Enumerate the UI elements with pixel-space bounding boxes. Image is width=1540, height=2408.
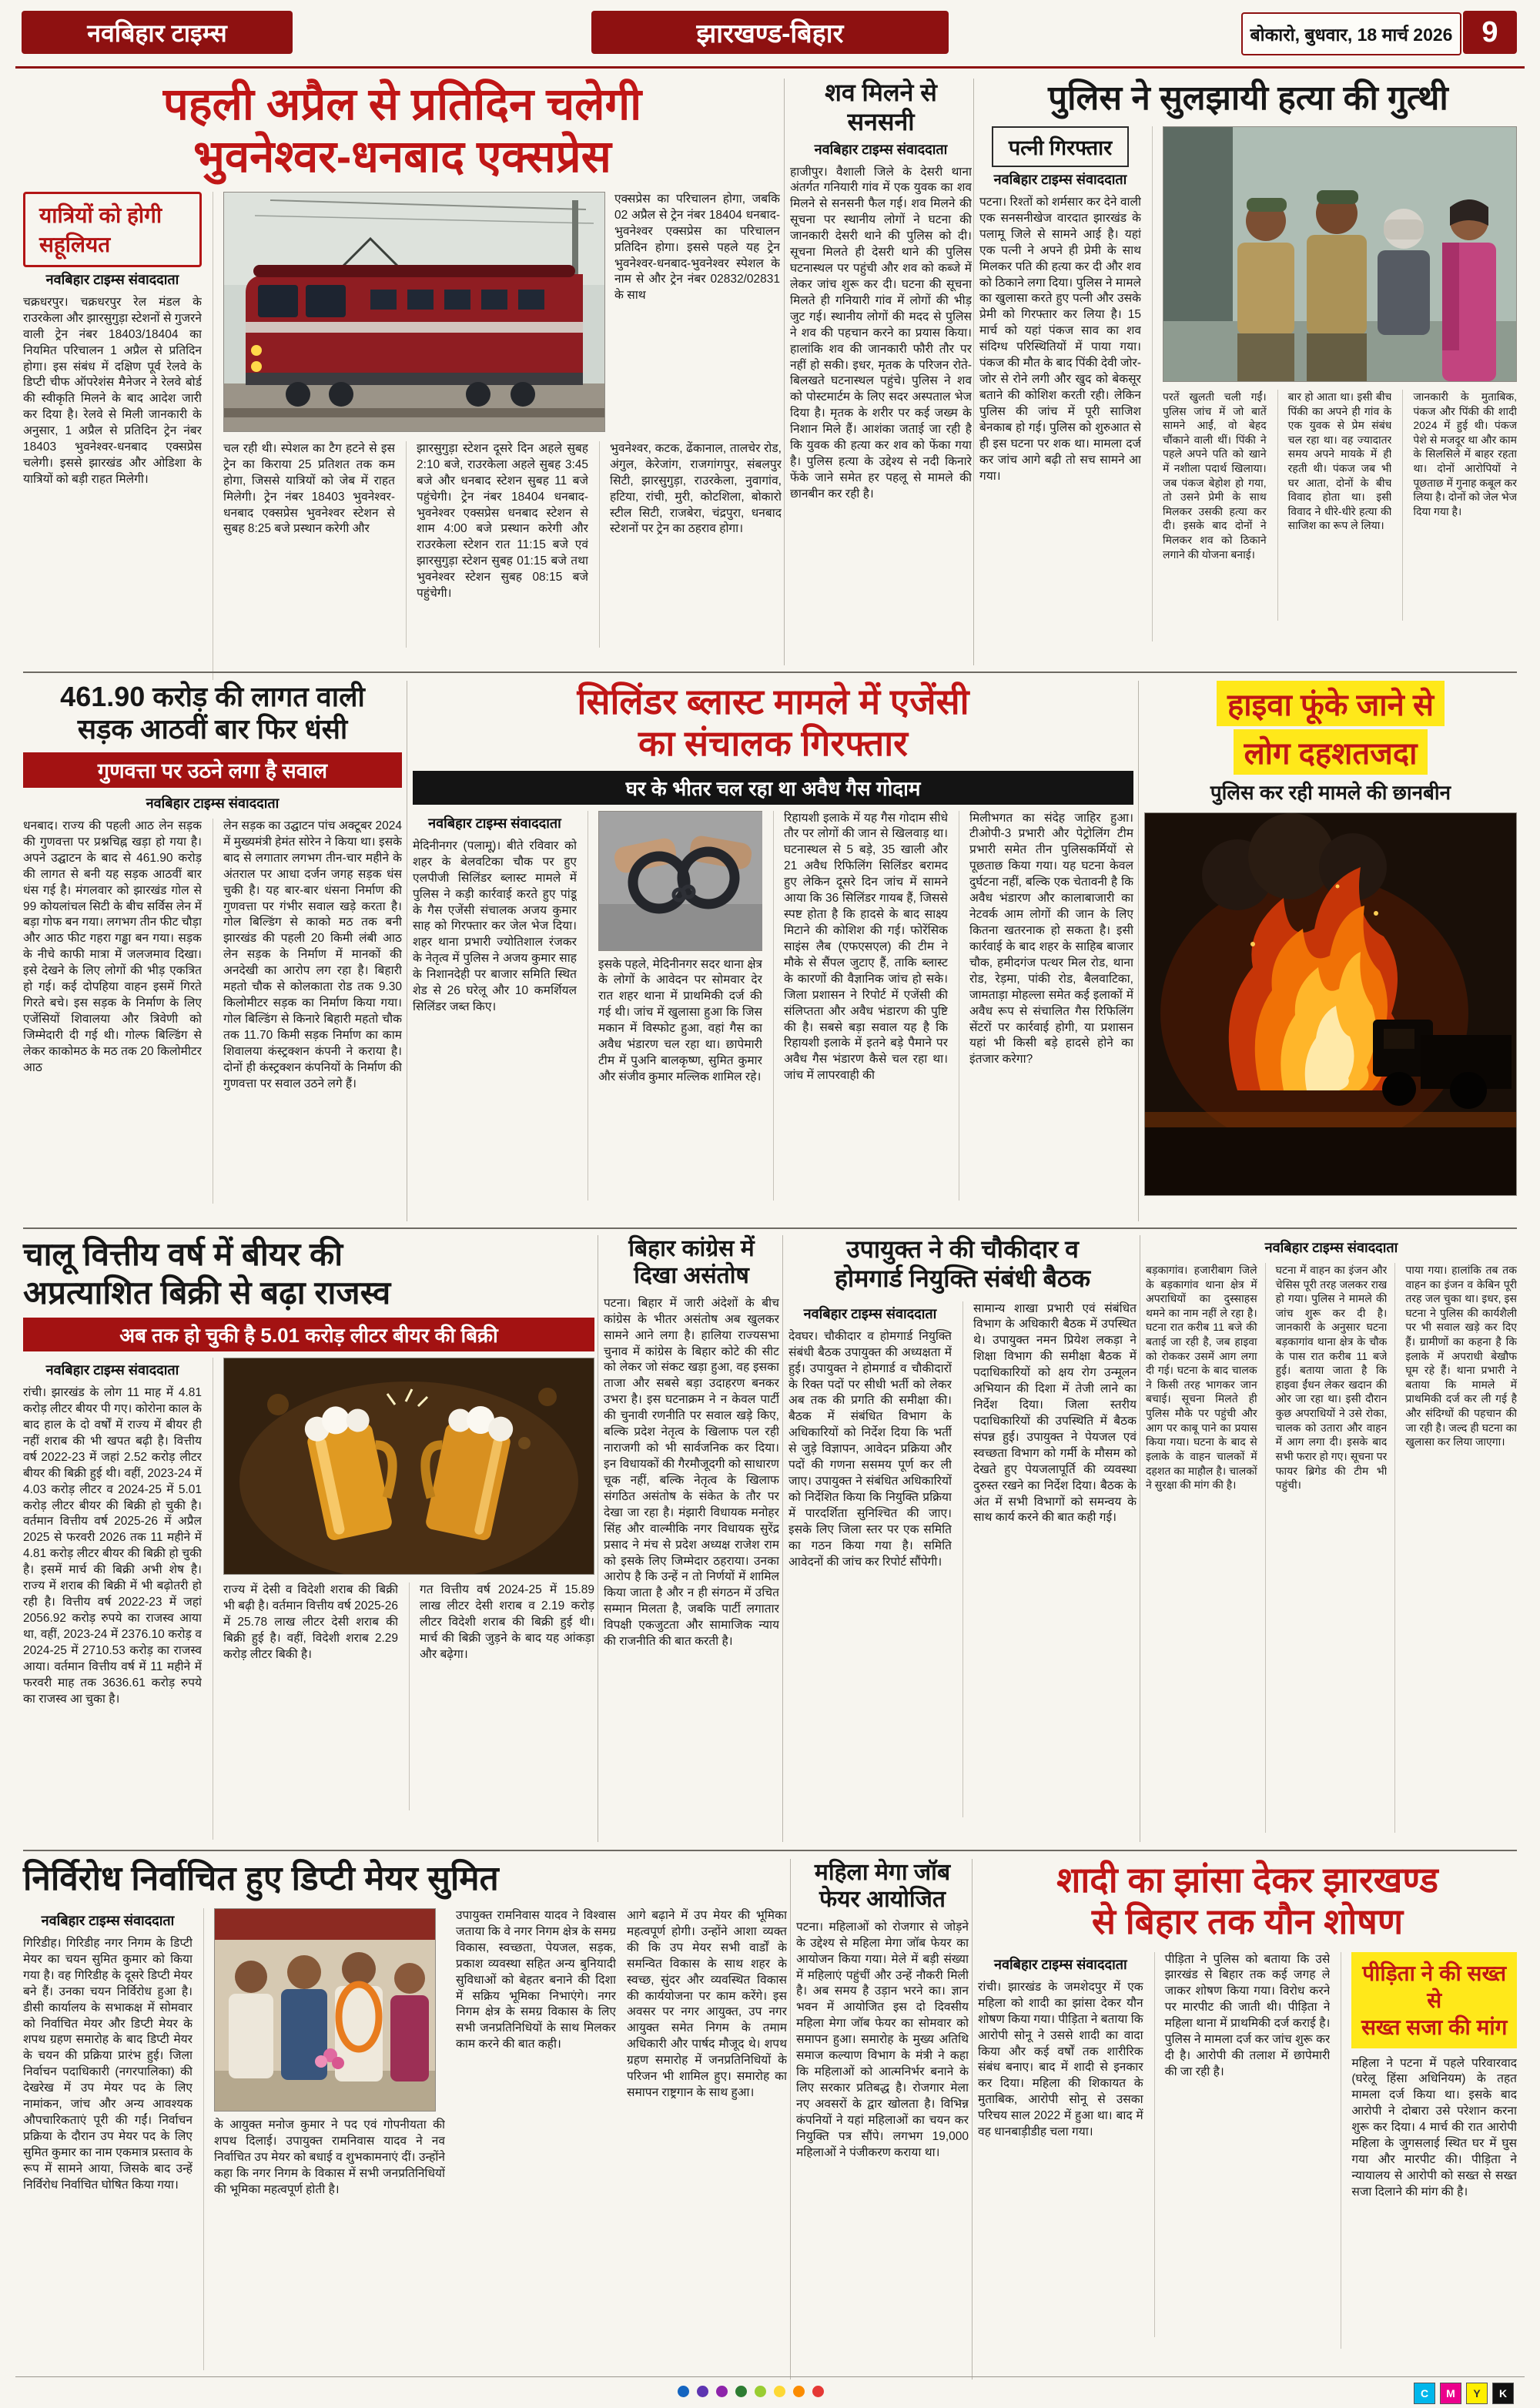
road-col-1: धनबाद। राज्य की पहली आठ लेन सड़क की गुणवत्ता पर प्रश्नचिह्न खड़ा हो गया है। अपने उद्घाटन के बाद से 461.90 करोड़ की लागत से बनी यह सड़क आठवीं बार धंस गई है। मंगलवार को झारखंड गोल से 99 कोयलांचल सिटी के बीच सर्विस लेन में बड़ा गोफ बन गया। लगभग तीन फीट चौड़ा और आठ फीट गहरा गड्ढा बन गया। सड़क के नीचे काफी मात्रा में जलजमाव दिखा। इसे देखने के लिए लोगों की भीड़ एकत्रित हो गई। कई दोपहिया वाहन इसमें गिरते गिरते बचे। इस सड़क के निर्माण के लिए एजेंसियों शिवालया और त्रिवेणी को जिम्मेदारी दी गई थी। गोल्फ बिल्डिंग से लेकर काकोमठ के मठ तक 20 किलोमीटर आठ: [23, 819, 202, 1074]
hywa-byline: नवबिहार टाइम्स संवाददाता: [1264, 1240, 1398, 1255]
road-headline-line2: सड़क आठवीं बार फिर धंसी: [77, 713, 348, 745]
dc-meeting-headline-line2: होमगार्ड नियुक्ति संबंधी बैठक: [834, 1264, 1091, 1292]
deputy-mayor-photo-column: [203, 1908, 445, 2370]
section-rule: [23, 671, 1517, 673]
abuse-headline-line1: शादी का झांसा देकर झारखण्ड: [1056, 1860, 1438, 1900]
dc-meeting-byline: नवबिहार टाइम्स संवाददाता: [803, 1305, 937, 1321]
burning-truck-photo: [1144, 812, 1517, 1196]
header-rule: [15, 66, 1525, 69]
article-cylinder-blast: [413, 681, 1133, 1221]
deputy-mayor-photo: [214, 1908, 436, 2112]
cylinder-headline-line1: सिलिंडर ब्लास्ट मामले में एजेंसी: [577, 682, 969, 722]
abuse-kicker-box: [1351, 1952, 1517, 2048]
deputy-mayor-byline: नवबिहार टाइम्स संवाददाता: [41, 1912, 175, 1928]
body-found-col: हाजीपुर। वैशाली जिले के देसरी थाना अंतर्गत गनियारी गांव में एक युवक का शव मिलने से सनसनी फैल गई। शव मिलने की सूचना पर स्थानीय लोगों ने घटना की जानकारी देसरी थाने की पुलिस को दी। सूचना मिलते ही देसरी थाने की पुलिस घटनास्थल पर पहुंची और शव को कब्जे में लेकर जांच शुरू कर दी। घटना की सूचना मिलते ही गनियारी गांव में लोगों की भीड़ जुट गई। स्थानीय लोगों की मदद से पुलिस ने शव की पहचान करने का प्रयास किया। हालांकि शव की जानकारी फौरी तौर पर नहीं हो सकी। इधर, मृतक के परिजन रोते-बिलखते घटनास्थल पहुंचे। पुलिस ने शव को पोस्टमार्टम के लिए सदर अस्पताल भेज दिया है। मृतक के शरीर पर कई जख्म के निशान मिले हैं। आशंका जताई जा रही है कि युवक की हत्या कर शव को फेंका गया है। पुलिस हत्या के उद्देश्य से नदी किनारे फेंके जाने समेत हर पहलू से मामले की छानबीन कर रही है।: [790, 165, 972, 501]
guest-1: [229, 1961, 273, 2078]
train-kicker: यात्रियों को होगी सहूलियत: [23, 192, 202, 267]
body-found-headline-line1: शव मिलने से: [825, 79, 937, 106]
murder-left-column: [979, 126, 1141, 641]
magenta-mark: M: [1440, 2383, 1461, 2404]
deputy-mayor-col-1-wrap: [23, 1908, 192, 2370]
abuse-col-1-wrap: [978, 1952, 1143, 2349]
murder-col-2: परतें खुलती चली गईं। पुलिस जांच में जो बातें सामने आईं, वो बेहद चौंकाने वाली थीं। पिंकी ने पहले अपने पति को खाने में नशीला पदार्थ खिलाया। जब पंकज बेहोश हो गया, तो उसने प्रेमी के साथ मिलकर उसकी हत्या कर दी। इसके बाद दोनों ने मिलकर शव को ठिकाने लगाने की योजना बनाई।: [1163, 390, 1267, 561]
murder-right-block: [1152, 126, 1517, 641]
train-col-2: एक्सप्रेस का परिचालन होगा, जबकि 02 अप्रैल से ट्रेन नंबर 18404 धनबाद-भुवनेश्वर एक्सप्रेस का परिचालन प्रतिदिन होगा। इससे पहले यह ट्रेन भुवनेश्वर-धनबाद-भुवनेश्वर स्पेशल के नाम से और ट्रेन नंबर 02832/02831 के साथ: [614, 192, 780, 303]
beer-right-block: [213, 1358, 594, 1840]
abuse-kicker-line1: पीड़िता ने की सख्त से: [1362, 1961, 1507, 2012]
article-job-fair: [796, 1859, 969, 2380]
cylinder-col-4: मिलीभगत का संदेह जाहिर हुआ। टीओपी-3 प्रभारी और पेट्रोलिंग टीम प्रभारी समेत तीन पुलिसकर्मियों से पूछताछ किया गया। यह घटना केवल दुर्घटना नहीं, बल्कि एक चेतावनी है कि अवैध भंडारण और कालाबाजारी का नेटवर्क आम लोगों की जान के लिए कितना खतरनाक हो सकता है। इसी कार्रवाई के बाद शहर के साहिब बाजार चौक, हमीदगंज पत्थर मिल रोड, थाना रोड, रेड़मा, पांकी रोड, बैलवाटिका, जामताड़ा मोहल्ला समेत कई इलाकों में अवैध रूप से संचालित गैस रिफिलिंग सेंटरों पर कार्रवाई होगी, या प्रशासन यहां भी किसी बड़े हादसे होने का इंतजार करेगा?: [959, 811, 1133, 1201]
congress-headline-line1: बिहार कांग्रेस में: [628, 1236, 755, 1261]
job-fair-headline-line2: फेयर आयोजित: [819, 1887, 946, 1913]
column-divider: [1138, 681, 1139, 1221]
abuse-byline: नवबिहार टाइम्स संवाददाता: [994, 1956, 1127, 1972]
dc-meeting-col-1: देवघर। चौकीदार व होमगार्ड नियुक्ति संबंधी बैठक उपायुक्त की अध्यक्षता में हुई। उपायुक्त ने होमगार्ड व चौकीदारों के रिक्त पदों पर सीधी भर्ती को लेकर अब तक की प्रगति की समीक्षा की। बैठक में संबंधित विभाग के अधिकारियों को निर्देश दिया कि भर्ती से जुड़े विज्ञापन, आवेदन प्रक्रिया और पदों की गणना ससमय पूर्ण कर ली जाए। उपायुक्त ने संबंधित अधिकारियों को निर्देशित किया कि नियुक्ति प्रक्रिया में पारदर्शिता सुनिश्चित की जाए। इसके लिए जिला स्तर पर एक समिति का गठन किया गया है। समिति आवेदनों की जांच कर रिपोर्ट सौंपेगी।: [788, 1329, 952, 1569]
hywa-col-1: बड़कागांव। हजारीबाग जिले के बड़कागांव थाना क्षेत्र में अपराधियों का दुस्साहस थमने का नाम नहीं ले रहा है। घटना रात करीब 11 बजे की बताई जा रही है, जब हाइवा को रोककर उसमें आग लगा दी गई। घटना के बाद चालक ने किसी तरह भागकर जान बचाई। सूचना मिलते ही पुलिस मौके पर पहुंची और आग पर काबू पाने का प्रयास किया गया। घटना के बाद से इलाके के वाहन चालकों में दहशत का माहौल है। चालकों ने सुरक्षा की मांग की है।: [1146, 1264, 1257, 1492]
dc-meeting-col-2: सामान्य शाखा प्रभारी एवं संबंधित विभाग के अधिकारी बैठक में उपस्थित थे। उपायुक्त नमन प्रियेश लकड़ा ने शिक्षा विभाग की समीक्षा बैठक में पदाधिकारियों को क्षय रोग उन्मूलन अभियान की दिशा में तेजी लाने का निर्देश दिया। जिला स्तरीय पदाधिकारियों की उपस्थिति में बैठक संपन्न हुई। उपायुक्त ने पेयजल एवं स्वच्छता विभाग को गर्मी के मौसम को देखते हुए पेयजलापूर्ति की व्यवस्था दुरुस्त रखने का निर्देश दिया। बैठक के अंत में सभी विभागों को समन्वय के साथ कार्य करने की बात कही गई।: [962, 1301, 1137, 1817]
accused-covered-face: [1378, 209, 1430, 335]
hywa-headline-line1: हाइवा फूंके जाने से: [1217, 681, 1445, 726]
cyan-mark: C: [1414, 2383, 1435, 2404]
column-divider: [782, 1235, 783, 1842]
train-left-column: [23, 192, 202, 680]
beer-col-1: रांची। झारखंड के लोग 11 माह में 4.81 करोड़ लीटर बीयर पी गए। कोरोना काल के बाद हाल के दो वर्षों में राज्य में बीयर ही नहीं शराब की भी खपत बढ़ी है। वित्तीय वर्ष 2022-23 में जहां 2.52 करोड़ लीटर बीयर की बिक्री हुई थी। वहीं, 2023-24 में 4.03 करोड़ लीटर व 2024-25 में 5.01 करोड़ लीटर बीयर की बिक्री हो चुकी है। वर्तमान वित्तीय वर्ष 2025-26 में अप्रैल 2025 से फरवरी 2026 तक 11 महीने में 4.81 करोड़ लीटर बीयर की बिक्री हो चुकी है। इसमें मार्च की बिक्री अभी शेष है। राज्य में शराब की बिक्री में भी बढ़ोतरी हो रही है। वित्तीय वर्ष 2022-23 में जहां 2056.92 करोड़ रुपये का राजस्व आया था, वहीं, 2023-24 में 2376.10 करोड़ व 2024-25 में 2710.53 करोड़ का राजस्व आया। वर्तमान वित्तीय वर्ष में 11 महीने में फरवरी माह तक 3636.61 करोड़ रुपये का राजस्व आ चुका है।: [23, 1386, 202, 1706]
abuse-headline-line2: से बिहार तक यौन शोषण: [1091, 1901, 1404, 1942]
cylinder-col-2-wrap: [588, 811, 762, 1201]
color-dot-indigo: [697, 2386, 708, 2397]
article-congress: [604, 1235, 779, 1842]
article-hywa-burnt: [1144, 681, 1517, 1221]
section-title: झारखण्ड-बिहार: [591, 11, 949, 54]
registration-dots: [678, 2386, 824, 2397]
train-col-5: भुवनेश्वर, कटक, ढेंकानाल, तालचेर रोड, अंगुल, केरेजांग, राजगांगपुर, संबलपुर सिटी, झारसुगुड़ा, राउरकेला, नुवागांव, हटिया, रांची, मुरी, कोटशिला, बोकारो स्टील सिटी, राजबेरा, चंद्रपुरा, धनबाद स्टेशनों पर ट्रेन का ठहराव होगा।: [599, 441, 782, 648]
deputy-mayor-col-4: आगे बढ़ाने में उप मेयर की भूमिका महत्वपूर्ण होगी। उन्होंने आशा व्यक्त की कि उप मेयर सभी वार्डों के समन्वित विकास के साथ शहर के स्वच्छ, सुंदर और व्यवस्थित विकास की कार्ययोजना पर काम करेंगे। इस अवसर पर नगर आयुक्त, उप नगर आयुक्त समेत निगम के तमाम अधिकारी और पार्षद मौजूद थे। शपथ ग्रहण समारोह में जनप्रतिनिधियों के परिजन भी शामिल हुए। समारोह का समापन राष्ट्रगान के साथ हुआ।: [627, 1908, 787, 2100]
murder-col-4: जानकारी के मुताबिक, पंकज और पिंकी की शादी 2024 में हुई थी। पंकज पेशे से मजदूर था और काम के सिलसिले में बाहर रहता था। दोनों आरोपियों ने पूछताछ में गुनाह कबूल कर लिया है। दोनों को जेल भेज दिया गया है।: [1402, 390, 1517, 621]
article-road-collapse: [23, 681, 402, 1221]
color-dot-green: [735, 2386, 747, 2397]
article-murder: [979, 79, 1517, 665]
dc-meeting-col-1-wrap: [788, 1301, 952, 1817]
column-divider: [972, 1859, 973, 2380]
train-headline-line1: पहली अप्रैल से प्रतिदिन चलेगी: [162, 79, 642, 129]
color-dot-lime: [755, 2386, 766, 2397]
color-dot-red: [812, 2386, 824, 2397]
guest-3: [390, 1963, 429, 2081]
beer-glasses-photo: [223, 1358, 594, 1575]
abuse-col-1: रांची। झारखंड के जमशेदपुर में एक महिला को शादी का झांसा देकर यौन शोषण किया गया। पीड़िता ने बताया कि आरोपी सोनू ने उससे शादी का वादा किया और कई वर्षों तक शारीरिक संबंध बनाए। बाद में शादी से इनकार कर दिया। महिला की शिकायत के मुताबिक, आरोपी सोनू से उसका परिचय साल 2022 में हुआ था। बाद में वह धानबाड़ीडीह चला गया।: [978, 1980, 1143, 2139]
beer-left-column: [23, 1358, 202, 1840]
cylinder-headline-line2: का संचालक गिरफ्तार: [638, 723, 908, 764]
footer-rule: [15, 2376, 1525, 2377]
train-col-1: चक्रधरपुर। चक्रधरपुर रेल मंडल के राउरकेला और झारसुगुड़ा स्टेशनों से गुजरने वाली ट्रेन नंबर 18403/18404 का नियमित परिचालन 1 अप्रैल से प्रतिदिन होगा। इस संबंध में दक्षिण पूर्व रेलवे के डिप्टी चीफ ऑपरेशंस मैनेजर ने रेलवे बोर्ड की स्वीकृति मिलने के बाद आदेश जारी कर दिया है। रेलवे से मिली जानकारी के अनुसार, 1 अप्रैल से प्रतिदिन ट्रेन नंबर 18403 भुवनेश्वर-धनबाद एक्सप्रेस चलेगी। इससे झारखंड और ओडिशा के यात्रियों को बड़ी राहत मिलेगी।: [23, 295, 202, 487]
beer-headline-line2: अप्रत्याशित बिक्री से बढ़ा राजस्व: [23, 1274, 391, 1311]
road-col-2: लेन सड़क का उद्घाटन पांच अक्टूबर 2024 में मुख्यमंत्री हेमंत सोरेन ने किया था। इसके बाद से लगातार लगभग तीन-चार महीने के अंतराल पर आधा दर्जन जगह सड़क धंस चुकी है। यह बार-बार धंसना निर्माण की गुणवत्ता पर गंभीर सवाल खड़े करता है। गोल बिल्डिंग से काको मठ तक बनी झारखंड की पहली 20 किमी लंबी आठ लेन सड़क के निर्माण में मानकों की अनदेखी का आरोप लग रहा है। बिहारी महतो चौक से कोलकाता रोड तक 9.30 किलोमीटर सड़क का निर्माण किया गया। गोल बिल्डिंग से किनारे बिहारी महतो चौक तक 11.70 किमी सड़क निर्माण का काम शिवालया कंस्ट्रक्शन कंपनी ने कराया है। दोनों ही कंस्ट्रक्शन कंपनियों के निर्माण की गुणवत्ता पर सवाल उठने लगे हैं।: [213, 819, 402, 1204]
hywa-col-3: पाया गया। हालांकि तब तक वाहन का इंजन व केबिन पूरी तरह जल चुका था। इधर, इस घटना ने पुलिस की कार्यशैली पर भी सवाल खड़े कर दिए हैं। ग्रामीणों का कहना है कि इलाके में अपराधी बेखौफ घूम रहे हैं। थाना प्रभारी ने बताया कि मामले में प्राथमिकी दर्ज कर ली गई है और संदिग्धों की पहचान की जा रही है। जल्द ही घटना का खुलासा कर लिया जाएगा।: [1394, 1263, 1517, 1833]
train-col-4: झारसुगुड़ा स्टेशन दूसरे दिन अहले सुबह 2:10 बजे, राउरकेला अहले सुबह 3:45 बजे और धनबाद स्टेशन सुबह 11 बजे पहुंचेगी। ट्रेन नंबर 18404 धनबाद-भुवनेश्वर एक्सप्रेस धनबाद स्टेशन से शाम 4:00 बजे प्रस्थान करेगी और राउरकेला स्टेशन रात 11:15 बजे एवं झारसुगुड़ा स्टेशन सुबह 01:15 बजे तथा भुवनेश्वर स्टेशन सुबह 08:15 बजे पहुंचेगी।: [406, 441, 588, 648]
deputy-mayor-headline: निर्विरोध निर्वाचित हुए डिप्टी मेयर सुमित: [23, 1860, 499, 1897]
train-photo: [223, 192, 605, 432]
black-mark: K: [1492, 2383, 1514, 2404]
hywa-subhead: पुलिस कर रही मामले की छानबीन: [1210, 781, 1451, 804]
cylinder-col-2: इसके पहले, मेदिनीनगर सदर थाना क्षेत्र के लोगों के आवेदन पर सोमवार देर रात शहर थाना में प्राथमिकी दर्ज की गई थी। जांच में खुलासा हुआ कि जिस मकान में विस्फोट हुआ, वहां गैस का अवैध भंडारण चल रहा था। छापेमारी टीम में पुअनि बालकृष्ण, सुमित कुमार और संजीव कुमार मल्लिक शामिल रहे।: [598, 957, 762, 1083]
murder-col-1: पटना। रिश्तों को शर्मसार कर देने वाली एक सनसनीखेज वारदात झारखंड के पलामू जिले से सामने आई है। यहां एक पत्नी ने अपने ही प्रेमी के साथ मिलकर पति की हत्या कर दी और शव को ठिकाने लगा दिया। पुलिस ने मामले का खुलासा करते हुए पत्नी और उसके प्रेमी को गिरफ्तार कर लिया है। 15 मार्च को यहां पंकज साव का शव संदिग्ध परिस्थितियों में पाया गया। पंकज की मौत के बाद पिंकी देवी जोर-जोर से रोने लगी और खुद को बेकसूर बताने की कोशिश करती रही। लेकिन पुलिस की जांच में पूरी साजिश बेनकाब हो गई। पुलिस को शुरुआत से ही इस घटना पर शक था। मामला दर्ज कर जांच आगे बढ़ी तो सच सामने आ गया।: [979, 195, 1141, 483]
article-deputy-mayor: [23, 1859, 787, 2380]
congress-col: पटना। बिहार में जारी अंदेशों के बीच कांग्रेस के भीतर असंतोष अब खुलकर सामने आने लगा है। हालिया राज्यसभा चुनाव में कांग्रेस के बिहार कोटे की सीट को लेकर जो संकट खड़ा हुआ, वह इसका ताजा और सबसे बड़ा उदाहरण बनकर उभरा है। इस घटनाक्रम ने न केवल पार्टी की चुनावी रणनीति पर सवाल खड़े किए, बल्कि प्रदेश नेतृत्व के खिलाफ पल रही नाराजगी को भी सार्वजनिक कर दिया। इन विधायकों की गैरमौजूदगी को साधारण चूक नहीं, बल्कि नेतृत्व के खिलाफ संगठित असंतोष के संकेत के तौर पर देखा जा रहा है। मंझारी विधायक मनोहर सिंह और वाल्मीकि नगर विधायक सुरेंद्र प्रसाद ने मंच से प्रदेश अध्यक्ष राजेश राम को इसके लिए जिम्मेदार ठहराया। उनका आरोप है कि उन्हें न तो निर्णयों में शामिल किया जाता है और न ही संगठन में उचित सम्मान मिलता है, जबकि पार्टी लगातार विपक्षी एकजुटता और सामाजिक न्याय की राजनीति की बात करती है।: [604, 1296, 779, 1649]
beer-headline-line1: चालू वित्तीय वर्ष में बीयर की: [23, 1236, 343, 1272]
article-abuse-case: [978, 1859, 1517, 2380]
cylinder-col-3: रिहायशी इलाके में यह गैस गोदाम सीधे तौर पर लोगों की जान से खिलवाड़ था। घटनास्थल से 5 बड़े, 35 खाली और 21 अवैध रिफिलिंग सिलिंडर बरामद हुए लेकिन दूसरे दिन जांच में सामने आया कि 36 सिलिंडर गायब हैं, जिससे स्पष्ट होता है कि हादसे के बाद साक्ष्य मिटाने की कोशिश की गई। फोरेंसिक साइंस लैब (एफएसएल) की टीम ने मौके से सैंपल जुटाए हैं, ताकि ब्लास्ट के कारणों की वैज्ञानिक जांच हो सके। जिला प्रशासन ने रिपोर्ट में एजेंसी की संलिप्तता और अवैध भंडारण की पुष्टि की है। सबसे बड़ा सवाल यह है कि रिहायशी इलाके में इतने बड़े पैमाने पर अवैध गैस भंडारण कैसे चल रहा था। जांच में लापरवाही की: [773, 811, 948, 1201]
dc-meeting-headline-line1: उपायुक्त ने की चौकीदार व: [846, 1235, 1079, 1263]
edition-date: बोकारो, बुधवार, 18 मार्च 2026: [1241, 12, 1461, 55]
beer-col-3: गत वित्तीय वर्ष 2024-25 में 15.89 लाख लीटर देसी शराब व 2.19 करोड़ लीटर विदेशी शराब की बिक्री हुई थी। मार्च की बिक्री जुड़ने के बाद यह आंकड़ा और बढ़ेगा।: [409, 1582, 594, 1810]
section-rule: [23, 1850, 1517, 1851]
road-subhead-bar: गुणवत्ता पर उठने लगा है सवाल: [23, 752, 402, 788]
page-number: 9: [1463, 11, 1517, 54]
abuse-col-3-wrap: [1341, 1952, 1517, 2349]
cylinder-col-1-wrap: [413, 811, 577, 1201]
yellow-mark: Y: [1466, 2383, 1488, 2404]
body-found-byline: नवबिहार टाइम्स संवाददाता: [814, 141, 948, 157]
beer-subhead-bar: अब तक हो चुकी है 5.01 करोड़ लीटर बीयर की बिक्री: [23, 1318, 594, 1351]
murder-headline: पुलिस ने सुलझायी हत्या की गुत्थी: [1048, 79, 1448, 117]
section-rule: [23, 1227, 1517, 1229]
deputy-mayor-col-3: उपायुक्त रामनिवास यादव ने विश्वास जताया कि वे नगर निगम क्षेत्र के समग्र विकास, स्वच्छता, पेयजल, सड़क, प्रकाश व्यवस्था सहित अन्य बुनियादी सुविधाओं को बेहतर बनाने की दिशा में सक्रिय भूमिका निभाएंगे। नगर निगम क्षेत्र के समग्र विकास के लिए सभी जनप्रतिनिधियों के साथ मिलकर काम करने की बात कही।: [456, 1908, 616, 2051]
color-dot-yellow: [774, 2386, 785, 2397]
train-col-3: चल रही थी। स्पेशल का टैग हटने से इस ट्रेन का किराया 25 प्रतिशत तक कम होगा, जिससे यात्रियों को जेब में राहत मिलेगी। ट्रेन नंबर 18403 भुवनेश्वर-धनबाद एक्सप्रेस भुवनेश्वर स्टेशन से सुबह 8:25 बजे प्रस्थान करेगी और: [223, 441, 395, 536]
murder-byline: नवबिहार टाइम्स संवाददाता: [993, 171, 1127, 187]
column-divider: [790, 1859, 791, 2380]
road-byline: नवबिहार टाइम्स संवाददाता: [146, 795, 280, 811]
body-found-headline-line2: सनसनी: [847, 107, 915, 136]
abuse-col-2: पीड़िता ने पुलिस को बताया कि उसे झारखंड से बिहार तक कई जगह ले जाकर शोषण किया गया। विरोध करने पर मारपीट की जाती थी। पीड़िता ने महिला थाना में प्राथमिकी दर्ज कराई है। पुलिस ने मामला दर्ज कर जांच शुरू कर दी है। आरोपी की तलाश में छापेमारी की जा रही है।: [1154, 1952, 1331, 2337]
beer-byline: नवबिहार टाइम्स संवाददाता: [45, 1362, 179, 1378]
job-fair-headline-line1: महिला मेगा जॉब: [814, 1860, 951, 1885]
cmyk-marks: [1414, 2383, 1514, 2404]
color-dot-violet: [716, 2386, 728, 2397]
train-byline: नवबिहार टाइम्स संवाददाता: [45, 271, 179, 287]
train-headline-line2: भुवनेश्वर-धनबाद एक्सप्रेस: [193, 132, 611, 183]
murder-kicker: पत्नी गिरफ्तार: [992, 126, 1129, 167]
article-beer-revenue: [23, 1235, 594, 1842]
column-divider: [784, 79, 785, 665]
color-dot-orange: [793, 2386, 805, 2397]
masthead: नवबिहार टाइम्स: [22, 11, 293, 54]
article-dc-meeting: [788, 1235, 1137, 1842]
cylinder-byline: नवबिहार टाइम्स संवाददाता: [428, 815, 561, 831]
train-right-block: [213, 192, 782, 680]
color-dot-blue: [678, 2386, 689, 2397]
murder-arrest-photo: [1163, 126, 1517, 382]
article-body-found: [790, 79, 972, 665]
cylinder-subhead-bar: घर के भीतर चल रहा था अवैध गैस गोदाम: [413, 771, 1133, 805]
hywa-col-2: घटना में वाहन का इंजन और चेसिस पूरी तरह जलकर राख हो गया। पुलिस ने मामले की जांच शुरू कर दी है। जानकारी के अनुसार घटना बड़कागांव थाना क्षेत्र के चौक के पास रात करीब 11 बजे हुई। बताया जाता है कि हाइवा ईंधन लेकर खदान की ओर जा रहा था। इसी दौरान कुछ अपराधियों ने उसे रोका, चालक को उतारा और वाहन में आग लगा दी। इसके बाद सभी फरार हो गए। सूचना पर फायर ब्रिगेड की टीम भी पहुंची।: [1265, 1263, 1388, 1833]
article-hywa-report: [1146, 1235, 1517, 1842]
congress-headline-line2: दिखा असंतोष: [634, 1263, 749, 1289]
hywa-headline-line2: लोग दहशतजदा: [1234, 729, 1428, 775]
deputy-mayor-col-2: के आयुक्त मनोज कुमार ने पद एवं गोपनीयता की शपथ दिलाई। उपायुक्त रामनिवास यादव ने नव निर्वाचित उप मेयर को बधाई व शुभकामनाएं दीं। उन्होंने कहा कि नगर निगम के विकास में सभी जनप्रतिनिधियों की भूमिका महत्वपूर्ण होती है।: [214, 2118, 445, 2196]
abuse-kicker-line2: सख्त सजा की मांग: [1361, 2014, 1508, 2039]
job-fair-col: पटना। महिलाओं को रोजगार से जोड़ने के उद्देश्य से महिला मेगा जॉब फेयर का आयोजन किया गया। मेले में बड़ी संख्या में महिलाएं पहुंचीं और उन्हें नौकरी मिली है। अब समय है उड़ान भरने का। ज्ञान भवन में आयोजित इस दो दिवसीय महिला मेगा जॉब फेयर का सोमवार को समापन हुआ। समारोह के मुख्य अतिथि समाज कल्याण विभाग के मंत्री ने कहा कि महिलाओं को आत्मनिर्भर बनाने के लिए सरकार प्रतिबद्ध है। रोजगार मेला नए अवसरों के द्वार खोलता है। विभिन्न कंपनियों ने यहां महिलाओं का चयन कर नियुक्ति पत्र सौंपे। लगभग 19,000 महिलाओं ने पंजीकरण कराया था।: [796, 1920, 969, 2159]
cylinder-col-1: मेदिनीनगर (पलामू)। बीते रविवार को शहर के बेलवटिका चौक पर हुए एलपीजी सिलिंडर ब्लास्ट मामले में पुलिस ने कड़ी कार्रवाई करते हुए पांडू के गैस एजेंसी संचालक अजय कुमार साह को गिरफ्तार कर जेल भेज दिया। शहर थाना प्रभारी ज्योतिशाल रंजकर के नेतृत्व में पुलिस ने अजय कुमार साह के निशानदेही पर बाजार समिति स्थित शेड से 26 घरेलू और 10 कमर्शियल सिलिंडर जब्त किए।: [413, 839, 577, 1014]
deputy-mayor-col-1: गिरिडीह। गिरिडीह नगर निगम के डिप्टी मेयर का चयन सुमित कुमार को किया गया है। वह गिरिडीह के दूसरे डिप्टी मेयर बने हैं। उनका चयन निर्विरोध हुआ है। डीसी कार्यालय के सभाकक्ष में सोमवार को निर्वाचित मेयर और डिप्टी मेयर के शपथ ग्रहण समारोह के बाद डिप्टी मेयर के चयन की प्रक्रिया प्रारंभ हुई। जिला निर्वाचन पदाधिकारी (नगरपालिका) की देखरेख में उप मेयर पद के लिए नामांकन, जांच और अन्य आवश्यक औपचारिकताएं पूरी की गईं। निर्वाचन प्रक्रिया के दौरान उप मेयर पद के लिए सुमित कुमार का नाम एकमात्र प्रस्ताव के रूप में सामने आया, जिसके बाद उन्हें निर्विरोध निर्वाचित घोषित किया गया।: [23, 1936, 192, 2192]
murder-col-3: बार हो आता था। इसी बीच पिंकी का अपने ही गांव के एक युवक से प्रेम संबंध चल रहा था। वह ज्यादातर समय अपने मायके में ही रहती थी। पंकज जब भी घर आता, दोनों के बीच विवाद होता था। इसी विवाद ने धीरे-धीरे हत्या की साजिश का रूप ले लिया।: [1277, 390, 1392, 621]
article-train: [23, 79, 782, 665]
column-divider: [973, 79, 974, 665]
abuse-col-3: महिला ने पटना में पहले परिवारवाद (घरेलू हिंसा अधिनियम) के तहत मामला दर्ज किया था। इसके बाद आरोपी ने दोबारा उसे परेशान करना शुरू कर दिया। 4 मार्च की रात आरोपी महिला के जुगसलाई स्थित घर में घुस गया और मारपीट की। पीड़िता ने न्यायालय से आरोपी को सख्त से सख्त सजा दिलाने की मांग की है।: [1351, 2056, 1518, 2199]
road-headline-line1: 461.90 करोड़ की लागत वाली: [60, 681, 365, 712]
handcuffs-photo: [598, 811, 762, 951]
beer-col-2: राज्य में देसी व विदेशी शराब की बिक्री भी बढ़ी है। वर्तमान वित्तीय वर्ष 2025-26 में 25.78 लाख लीटर देसी शराब की बिक्री हुई है। वहीं, विदेशी शराब 2.29 करोड़ लीटर बिकी है।: [223, 1583, 398, 1661]
